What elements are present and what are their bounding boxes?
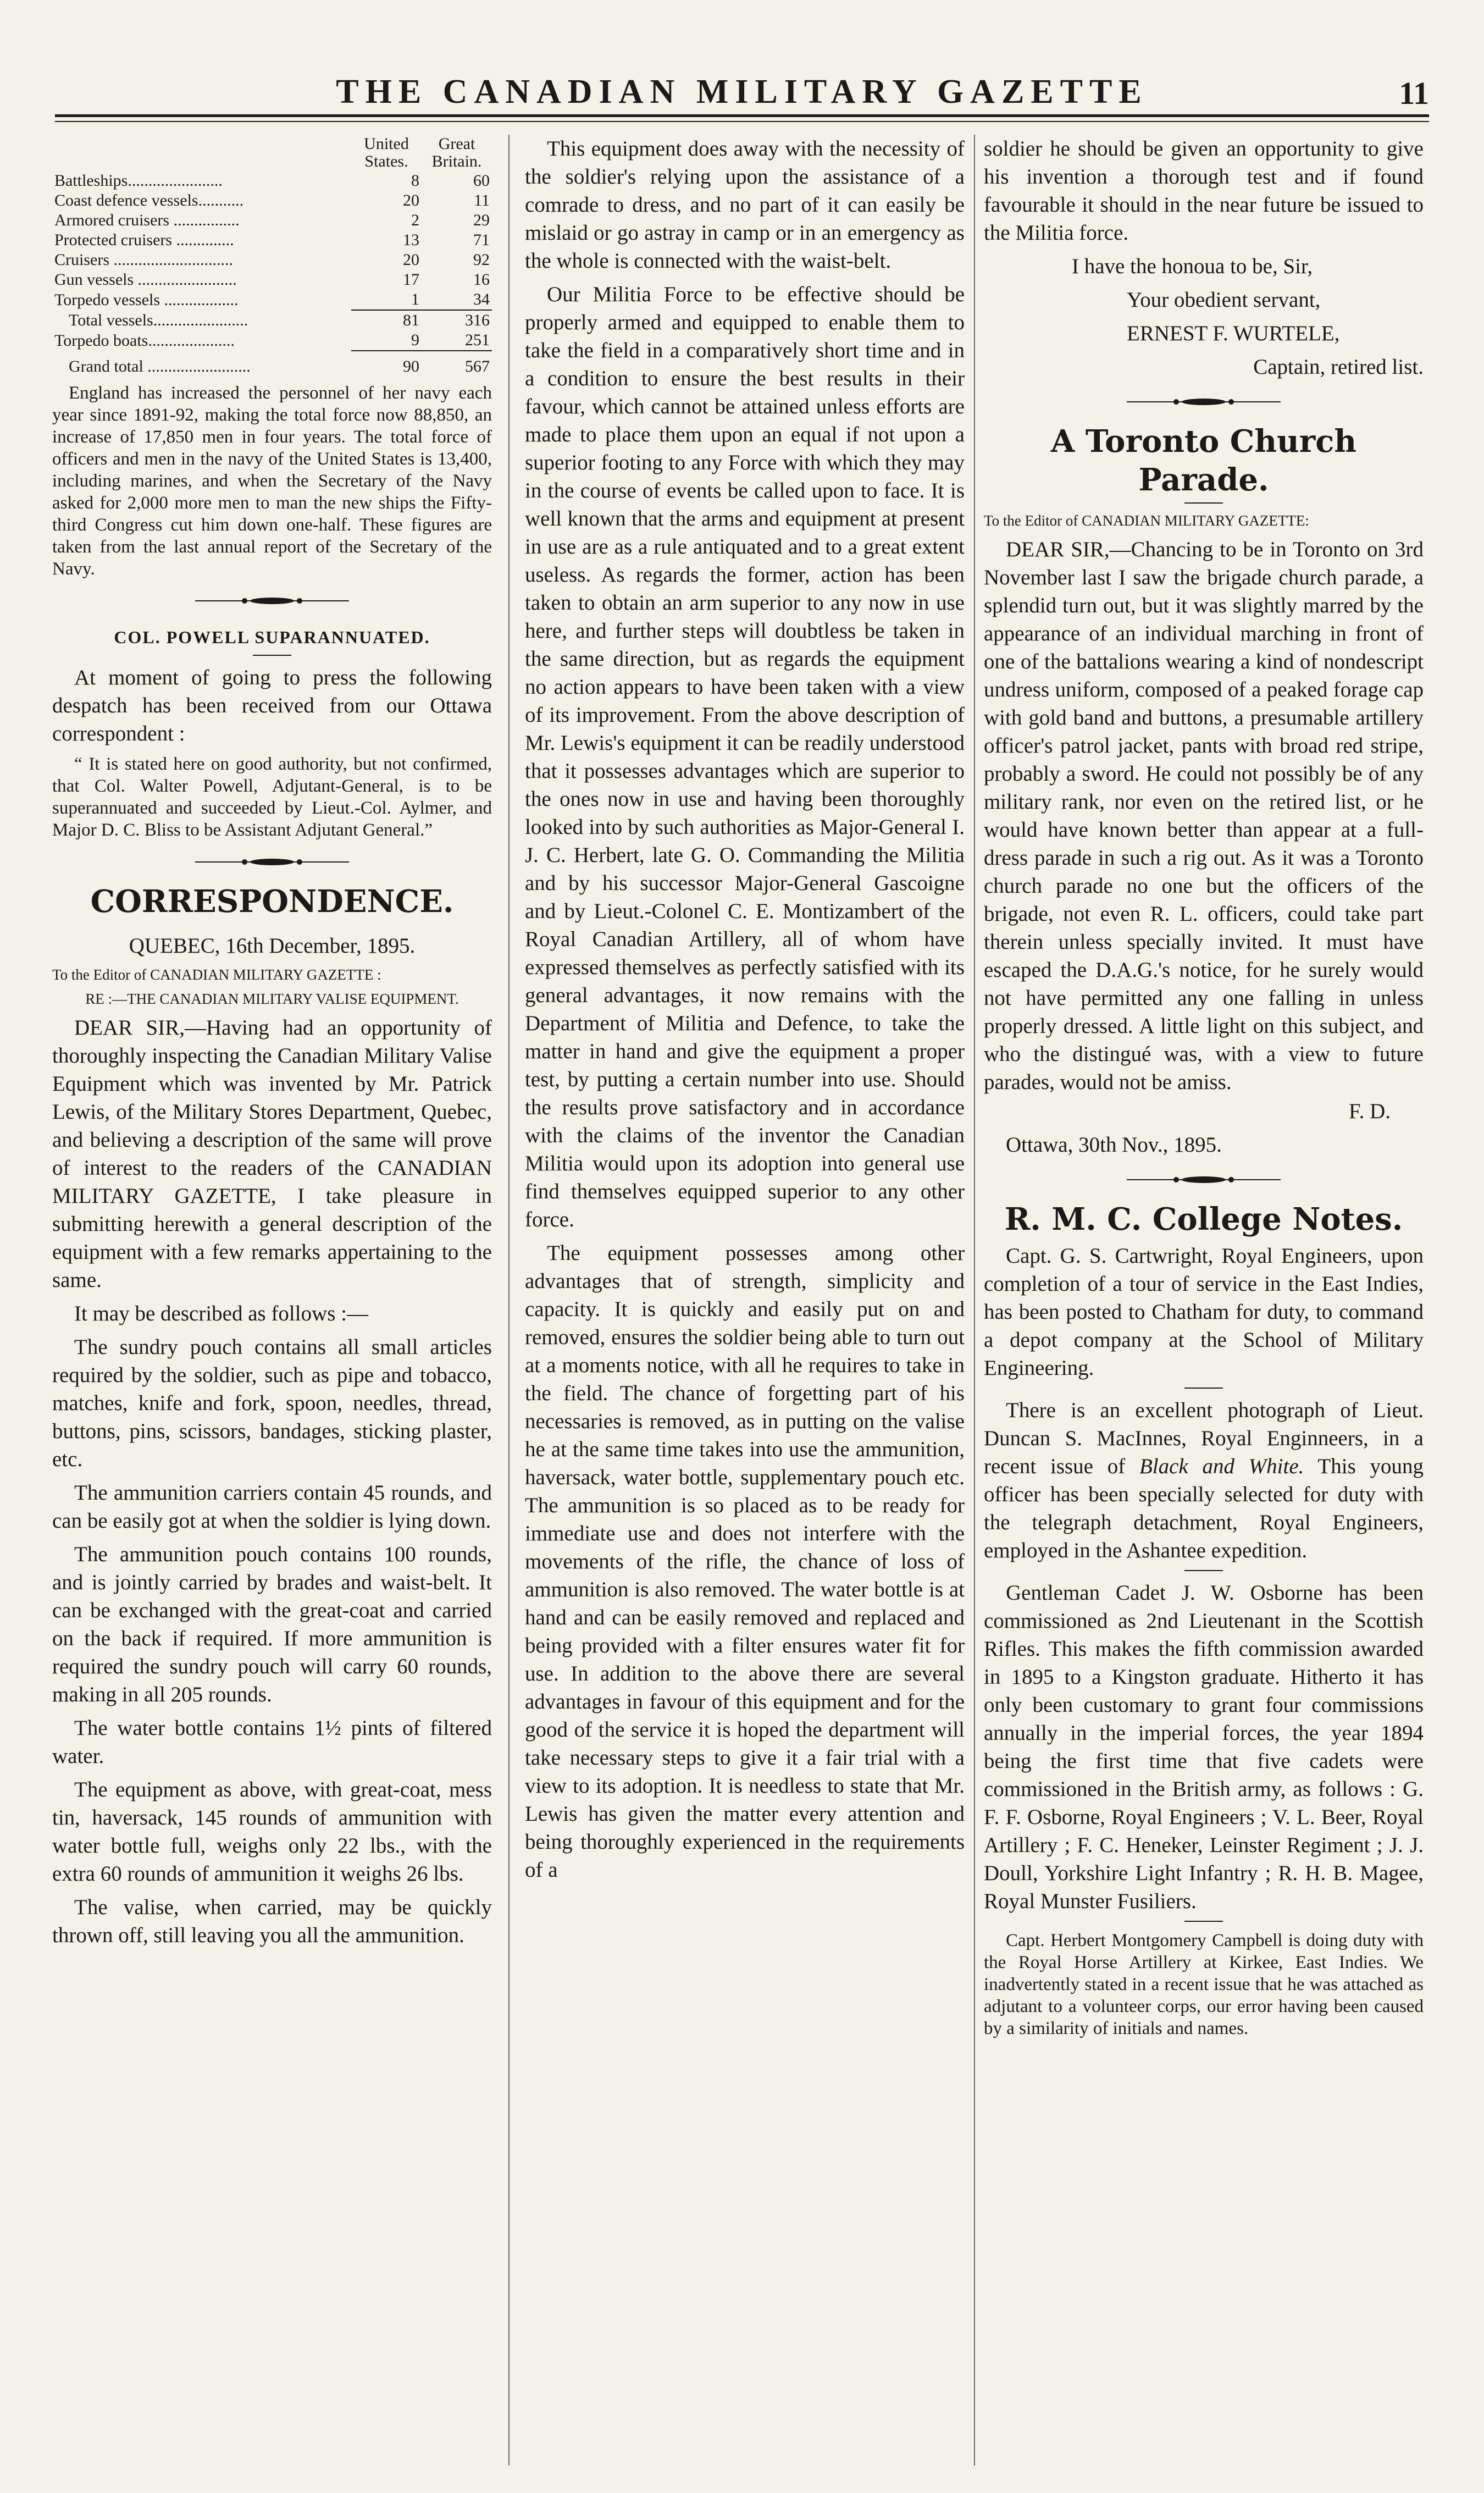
gb-value: 60 bbox=[473, 172, 490, 190]
letter-paragraph: The ammunition carriers contain 45 rounds, and can be easily got at when the soldier is lying down. bbox=[52, 1481, 492, 1533]
row-label: Grand total ......................... bbox=[69, 357, 251, 375]
ornament-divider bbox=[52, 585, 492, 613]
row-label: Battleships....................... bbox=[54, 172, 223, 190]
letter-paragraph: Our Militia Force to be effective should be properly armed and equipped to enable them to take the field in a comparatively short time and in a condition to ensure the best results in their favour, which cannot be attained unless efforts are made to place them upon an equal if not upon a superior footing to any Force with which they may in the course of events be called upon to face. It is well known that the arms and equipment at present in use are as a rule antiquated and to a great extent useless. As regards the former, action has been taken to obtain an arm superior to any now in use here, and further steps will doubtless be taken in the same direction, but as regards the equipment no action appears to have been taken with a view of its improvement. From the above description of Mr. Lewis's equipment it can be readily understood that it possesses advantages which are superior to the ones now in use and having been thoroughly looked into by such authorities as Major-General I. J. C. Herbert, late G. O. Commanding the Militia and by his successor Major-General Gascoigne and by Lieut.-Colonel C. E. Montizambert of the Royal Canadian Artillery, all of whom have expressed themselves as perfectly satisfied with its general advantages, it now remains with the Department of Militia and Defence, to take the matter in hand and give the equipment a proper test, by putting a certain number into use. Should the results prove satisfactory and in accordance with the claims of the inventor the Canadian Militia would upon its adoption into general use find themselves equipped superior to any other force. bbox=[525, 283, 965, 1231]
letter-paragraph: The sundry pouch contains all small articles required by the soldier, such as pipe and tobacco, matches, knife and fork, spoon, needles, thread, buttons, pins, scissors, bandages, sticking plaster, etc. bbox=[52, 1335, 492, 1471]
toronto-initials: F. D. bbox=[1349, 1099, 1391, 1123]
gb-value: 92 bbox=[473, 251, 490, 269]
column-3 bbox=[984, 135, 1424, 2466]
letter-paragraph: The equipment as above, with great-coat, mess tin, haversack, 145 rounds of ammunition with water bottle full, weighs only 22 lbs., with the extra 60 rounds of ammunition it weighs 26 lbs. bbox=[52, 1778, 492, 1886]
letter-paragraph: DEAR SIR,—Having had an opportunity of thoroughly inspecting the Canadian Military Valise Equipment which was invented by Mr. Patrick Lewis, of the Military Stores Department, Quebec, and believing a description of the same will prove of interest to the readers of the CANADIAN MILITARY GAZETTE, I take pleasure in submitting herewith a general description of the equipment with a few remarks appertaining to the same. bbox=[52, 1016, 492, 1292]
letter-signoff: I have the honoua to be, Sir, bbox=[1072, 255, 1313, 278]
column-divider bbox=[508, 135, 510, 2466]
table-row bbox=[52, 270, 492, 290]
letter-signature: ERNEST F. WURTELE, bbox=[1127, 322, 1340, 345]
letter-signature-title: Captain, retired list. bbox=[1253, 355, 1424, 379]
row-label: Protected cruisers .............. bbox=[54, 231, 234, 249]
us-value: 1 bbox=[411, 290, 419, 308]
table-row bbox=[52, 230, 492, 250]
letter-paragraph: The ammunition pouch contains 100 rounds, and is jointly carried by brades and waist-belt. It can be exchanged with the great-coat and carried on the back if required. If more ammunition is required the sundry pouch will carry 60 rounds, making in all 205 rounds. bbox=[52, 1543, 492, 1706]
correspondence-heading: CORRESPONDENCE. bbox=[90, 883, 454, 920]
row-label: Armored cruisers ................ bbox=[54, 211, 240, 229]
us-value: 81 bbox=[351, 310, 422, 330]
table-row-torpedo-boats bbox=[52, 330, 492, 351]
masthead bbox=[55, 65, 1429, 114]
newspaper-title: THE CANADIAN MILITARY GAZETTE bbox=[336, 73, 1148, 110]
rmc-paragraph bbox=[984, 1396, 1424, 1565]
short-rule bbox=[1184, 1570, 1223, 1571]
letter-paragraph: The equipment possesses among other advantages that of strength, simplicity and capacity. It is quickly and easily put on and removed, ensures the soldier being able to turn out at a moments notice, with all he requires to take in the field. The chance of forgetting part of his necessaries is removed, as in putting on the valise he at the same time takes into use the ammunition, haversack, water bottle, supplementary pouch etc. The ammunition is so placed as to be ready for immediate use and does not interfere with the movements of the rifle, the chance of loss of ammunition is also removed. The water bottle is at hand and can be easily removed and replaced and being provided with a filter ensures water fit for use. In addition to the above there are several advantages in favour of this equipment and for the good of the service it is hoped the department will take necessary steps to give it a fair trial with a view to its adoption. It is needless to state that Mr. Lewis has given the matter every attention and being thoroughly experienced in the requirements of a bbox=[525, 1241, 965, 1882]
short-rule bbox=[1184, 1388, 1223, 1389]
short-rule bbox=[1184, 1921, 1223, 1922]
powell-quote: “ It is stated here on good authority, but not confirmed, that Col. Walter Powell, Adjutant-General, is to be superannuated and succeeded by Lieut.-Col. Aylmer, and Major D. C. Bliss to be Assistant Adjutant General.” bbox=[52, 754, 492, 840]
row-label: Torpedo vessels .................. bbox=[54, 291, 239, 309]
column-divider bbox=[974, 135, 975, 2466]
letter-paragraph: soldier he should be given an opportunity to give his invention a thorough test and if found favourable it should in the near future be issued to the Militia force. bbox=[984, 137, 1424, 245]
us-value: 8 bbox=[411, 172, 419, 190]
toronto-paragraph: DEAR SIR,—Chancing to be in Toronto on 3rd November last I saw the brigade church parade, a splendid turn out, but it was slightly marred by the appearance of an individual marching in front of one of the battalions wearing a kind of nondescript undress uniform, composed of a peaked forage cap with gold band and buttons, a presumable artillery officer's patrol jacket, pants with broad red stripe, probably a sword. He could not possibly be of any military rank, nor even on the retired list, or he would have known better than appear at a full-dress parade in such a rig out. As it was a Toronto church parade no one but the officers of the brigade, not even R. L. officers, could take part therein unless specially invited. It must have escaped the D.A.G.'s notice, for he surely would not have permitted any one falling in unless properly dressed. A little light on this subject, and who the distingué was, with a view to future parades, would not be amiss. bbox=[984, 538, 1424, 1094]
masthead-rule-thin bbox=[55, 121, 1429, 122]
rmc-paragraph: Capt. Herbert Montgomery Campbell is doing duty with the Royal Horse Artillery at Kirkee, East Indies. We inadvertently stated in a recent issue that he was attached as adjutant to a volunteer corps, our error having been caused by a similarity of initials and names. bbox=[984, 1931, 1424, 2038]
gb-value: 11 bbox=[474, 191, 490, 209]
page-number: 11 bbox=[1399, 75, 1429, 111]
us-value: 90 bbox=[351, 351, 422, 377]
gb-value: 71 bbox=[473, 231, 490, 249]
toronto-date: Ottawa, 30th Nov., 1895. bbox=[1006, 1133, 1222, 1157]
toronto-heading: A Toronto Church Parade. bbox=[1050, 423, 1357, 498]
rmc-paragraph: Capt. G. S. Cartwright, Royal Engineers, upon completion of a tour of service in the East Indies, has been posted to Chatham for duty, to command a depot company at the School of Military Engineering. bbox=[984, 1244, 1424, 1380]
toronto-addressee: To the Editor of CANADIAN MILITARY GAZETTE: bbox=[984, 512, 1309, 529]
table-row bbox=[52, 250, 492, 270]
rmc-text: There is an excellent photograph of Lieut. Duncan S. MacInnes, Royal Enginneers, in a recent issue of bbox=[984, 1398, 1424, 1478]
rmc-heading: R. M. C. College Notes. bbox=[1004, 1201, 1403, 1237]
column-2 bbox=[525, 135, 965, 2466]
gb-value: 316 bbox=[422, 310, 492, 330]
powell-heading: COL. POWELL SUPARANNUATED. bbox=[114, 627, 430, 647]
short-rule bbox=[253, 655, 291, 656]
table-row-grand-total bbox=[52, 351, 492, 377]
letter-paragraph: The valise, when carried, may be quickly thrown off, still leaving you all the ammunition. bbox=[52, 1895, 492, 1947]
rmc-paragraph: Gentleman Cadet J. W. Osborne has been commissioned as 2nd Lieutenant in the Scottish Rifles. This makes the fifth commission awarded in 1895 to a Kingston graduate. Hitherto it has only been customary to grant four commissions annually in the imperial forces, the year 1894 being the first time that five cadets were commissioned in the British army, as follows : G. F. F. Osborne, Royal Engineers ; V. L. Beer, Royal Artillery ; F. C. Heneker, Leinster Regiment ; J. J. Doull, Yorkshire Light Infantry ; R. H. B. Magee, Royal Munster Fusiliers. bbox=[984, 1581, 1424, 1913]
ornament-icon bbox=[190, 595, 355, 606]
publication-title: Black and White. bbox=[1139, 1455, 1304, 1478]
letter-dateline: QUEBEC, 16th December, 1895. bbox=[129, 934, 416, 958]
us-value: 20 bbox=[403, 251, 419, 269]
us-value: 17 bbox=[403, 270, 419, 289]
gb-value: 251 bbox=[465, 331, 490, 349]
gb-value: 29 bbox=[473, 211, 490, 229]
table-row bbox=[52, 290, 492, 310]
letter-signoff: Your obedient servant, bbox=[1127, 288, 1321, 312]
powell-paragraph: At moment of going to press the following despatch has been received from our Ottawa correspondent : bbox=[52, 666, 492, 745]
letter-addressee: To the Editor of CANADIAN MILITARY GAZETTE : bbox=[52, 966, 381, 983]
navy-comparison-table bbox=[52, 135, 492, 377]
col-header-us: United States. bbox=[364, 135, 409, 170]
navy-paragraph: England has increased the personnel of her navy each year since 1891-92, making the total force now 88,850, an increase of 17,850 men in four years. The total force of officers and men in the navy of the United States is 13,400, including marines, and when the Secretary of the Navy asked for 2,000 more men to man the new ships the Fifty-third Congress cut him down one-half. These figures are taken from the last annual report of the Secretary of the Navy. bbox=[52, 383, 492, 579]
ornament-divider bbox=[984, 386, 1424, 414]
row-label: Torpedo boats..................... bbox=[54, 331, 235, 350]
table-row bbox=[52, 191, 492, 211]
masthead-rule bbox=[55, 114, 1429, 117]
row-label: Cruisers ............................. bbox=[54, 251, 233, 269]
row-label: Coast defence vessels........... bbox=[54, 191, 244, 209]
ornament-icon bbox=[1121, 1174, 1286, 1185]
row-label: Gun vessels ........................ bbox=[54, 270, 237, 289]
us-value: 2 bbox=[411, 211, 419, 229]
short-rule bbox=[1184, 502, 1223, 504]
table-row bbox=[52, 211, 492, 230]
gb-value: 567 bbox=[422, 351, 492, 377]
gb-value: 34 bbox=[473, 290, 490, 308]
ornament-divider bbox=[984, 1164, 1424, 1192]
gb-value: 16 bbox=[473, 270, 490, 289]
us-value: 9 bbox=[411, 331, 419, 349]
us-value: 20 bbox=[403, 191, 419, 209]
letter-paragraph: The water bottle contains 1½ pints of filtered water. bbox=[52, 1716, 492, 1768]
letter-paragraph: This equipment does away with the necessity of the soldier's relying upon the assistance of a comrade to dress, and no part of it can easily be mislaid or go astray in camp or in an emergency as the whole is connected with the waist-belt. bbox=[525, 137, 965, 273]
row-label: Total vessels....................... bbox=[69, 311, 248, 329]
ornament-icon bbox=[1121, 396, 1286, 407]
column-1 bbox=[52, 135, 492, 2466]
letter-subject: RE :—THE CANADIAN MILITARY VALISE EQUIPMENT. bbox=[85, 991, 459, 1007]
ornament-icon bbox=[190, 856, 355, 867]
letter-paragraph: It may be described as follows :— bbox=[74, 1302, 369, 1325]
col-header-gb: Great Britain. bbox=[431, 135, 482, 170]
table-row bbox=[52, 171, 492, 191]
us-value: 13 bbox=[403, 231, 419, 249]
rmc-text: This young officer has been specially selected for duty with the telegraph detachment, Royal Engineers, employed in the Ashantee expedition. bbox=[984, 1455, 1424, 1562]
table-row-total-vessels bbox=[52, 310, 492, 330]
ornament-divider bbox=[52, 847, 492, 875]
